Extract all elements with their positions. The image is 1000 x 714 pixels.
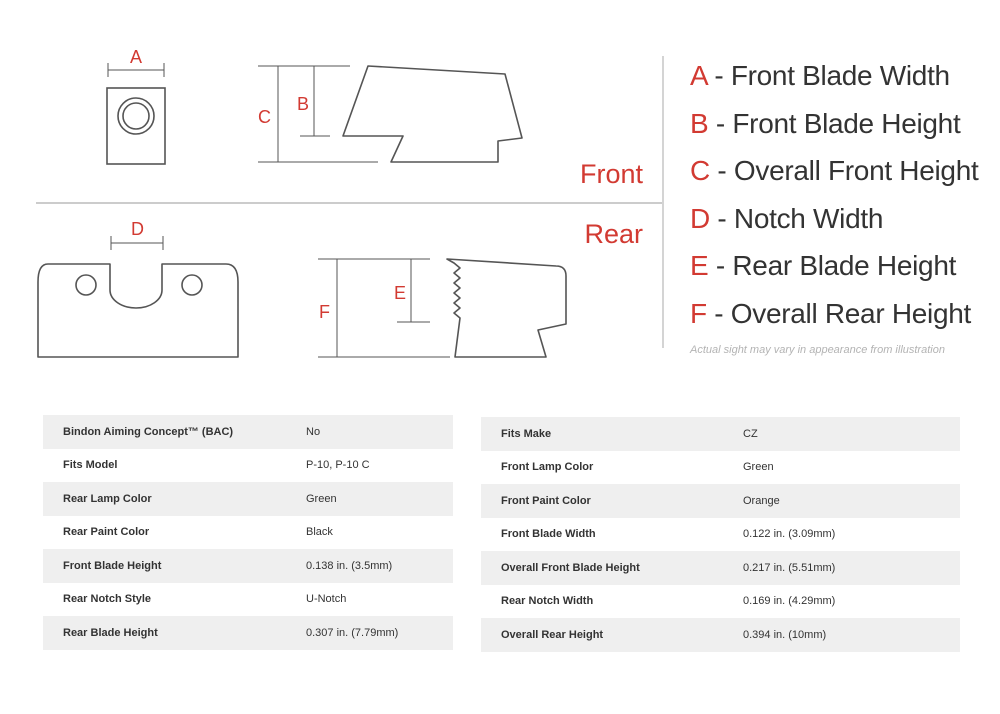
spec-value: CZ (743, 417, 960, 451)
legend-text: - Overall Front Height (709, 155, 979, 187)
spec-value: 0.169 in. (4.29mm) (743, 595, 836, 608)
dimension-a-label: A (130, 47, 143, 67)
spec-value: Green (743, 461, 774, 474)
rear-side-profile (447, 259, 566, 357)
dimension-d-label: D (131, 219, 144, 239)
legend-letter: E (690, 250, 709, 282)
rear-back-view (38, 264, 238, 357)
front-section-label: Front (579, 159, 643, 189)
legend-text: - Notch Width (709, 202, 884, 234)
table-row (481, 518, 960, 552)
legend-item-a (690, 56, 990, 104)
spec-key: Rear Blade Height (43, 616, 306, 650)
dimension-legend (690, 56, 990, 342)
spec-table-left (43, 415, 453, 650)
dimension-e-label: E (394, 283, 407, 303)
spec-value: No (306, 415, 453, 449)
table-row (481, 551, 960, 585)
legend-letter: A (690, 60, 707, 91)
front-end-view (107, 88, 165, 164)
spec-key: Rear Notch Style (63, 593, 152, 606)
legend-letter: C (690, 155, 710, 187)
legend-text: - Overall Rear Height (706, 297, 971, 329)
spec-key: Rear Paint Color (63, 526, 150, 539)
legend-text: - Rear Blade Height (708, 250, 957, 282)
table-row (43, 583, 453, 617)
spec-value: Orange (743, 484, 960, 518)
table-row (43, 616, 453, 650)
spec-key: Overall Rear Height (481, 618, 743, 652)
spec-value: Green (306, 482, 453, 516)
legend-item-f (690, 294, 990, 342)
legend-letter: B (690, 107, 709, 139)
spec-value: 0.217 in. (5.51mm) (743, 551, 960, 585)
spec-value: P-10, P-10 C (306, 459, 370, 472)
spec-key: Front Paint Color (481, 484, 743, 518)
table-row (43, 516, 453, 550)
legend-item-e (690, 246, 990, 294)
legend-item-b (690, 104, 990, 152)
legend-item-c (690, 151, 990, 199)
legend-letter: F (690, 297, 707, 329)
dimension-b-label: B (297, 94, 310, 114)
table-row (481, 618, 960, 652)
table-row (481, 451, 960, 485)
legend-item-d (690, 199, 990, 247)
spec-table-right (481, 417, 960, 652)
spec-key: Front Blade Width (501, 528, 596, 541)
front-side-profile (343, 66, 522, 162)
table-row (43, 482, 453, 516)
legend-text: - Front Blade Height (708, 107, 961, 139)
table-row (43, 449, 453, 483)
rear-section-label: Rear (584, 219, 643, 249)
legend-text: - Front Blade Width (706, 60, 950, 91)
dimension-f-label: F (319, 302, 330, 322)
spec-key: Front Blade Height (43, 549, 306, 583)
table-row (43, 415, 453, 449)
spec-value: Black (306, 526, 333, 539)
dimension-c-label: C (258, 107, 271, 127)
table-row (481, 585, 960, 619)
spec-key: Rear Notch Width (501, 595, 594, 608)
spec-value: 0.138 in. (3.5mm) (306, 549, 453, 583)
spec-value: 0.307 in. (7.79mm) (306, 616, 453, 650)
dimension-c-marker (258, 66, 378, 162)
spec-key: Bindon Aiming Concept™ (BAC) (43, 415, 306, 449)
spec-key: Fits Make (481, 417, 743, 451)
spec-value: 0.122 in. (3.09mm) (743, 528, 836, 541)
spec-key: Rear Lamp Color (43, 482, 306, 516)
spec-value: 0.394 in. (10mm) (743, 618, 960, 652)
table-row (481, 417, 960, 451)
spec-value: U-Notch (306, 593, 347, 606)
table-row (481, 484, 960, 518)
legend-letter: D (690, 202, 710, 234)
dimension-f-marker (318, 259, 450, 357)
spec-key: Overall Front Blade Height (481, 551, 743, 585)
spec-key: Front Lamp Color (501, 461, 594, 474)
illustration-disclaimer: Actual sight may vary in appearance from illustration (690, 344, 945, 356)
table-row (43, 549, 453, 583)
spec-key: Fits Model (63, 459, 118, 472)
